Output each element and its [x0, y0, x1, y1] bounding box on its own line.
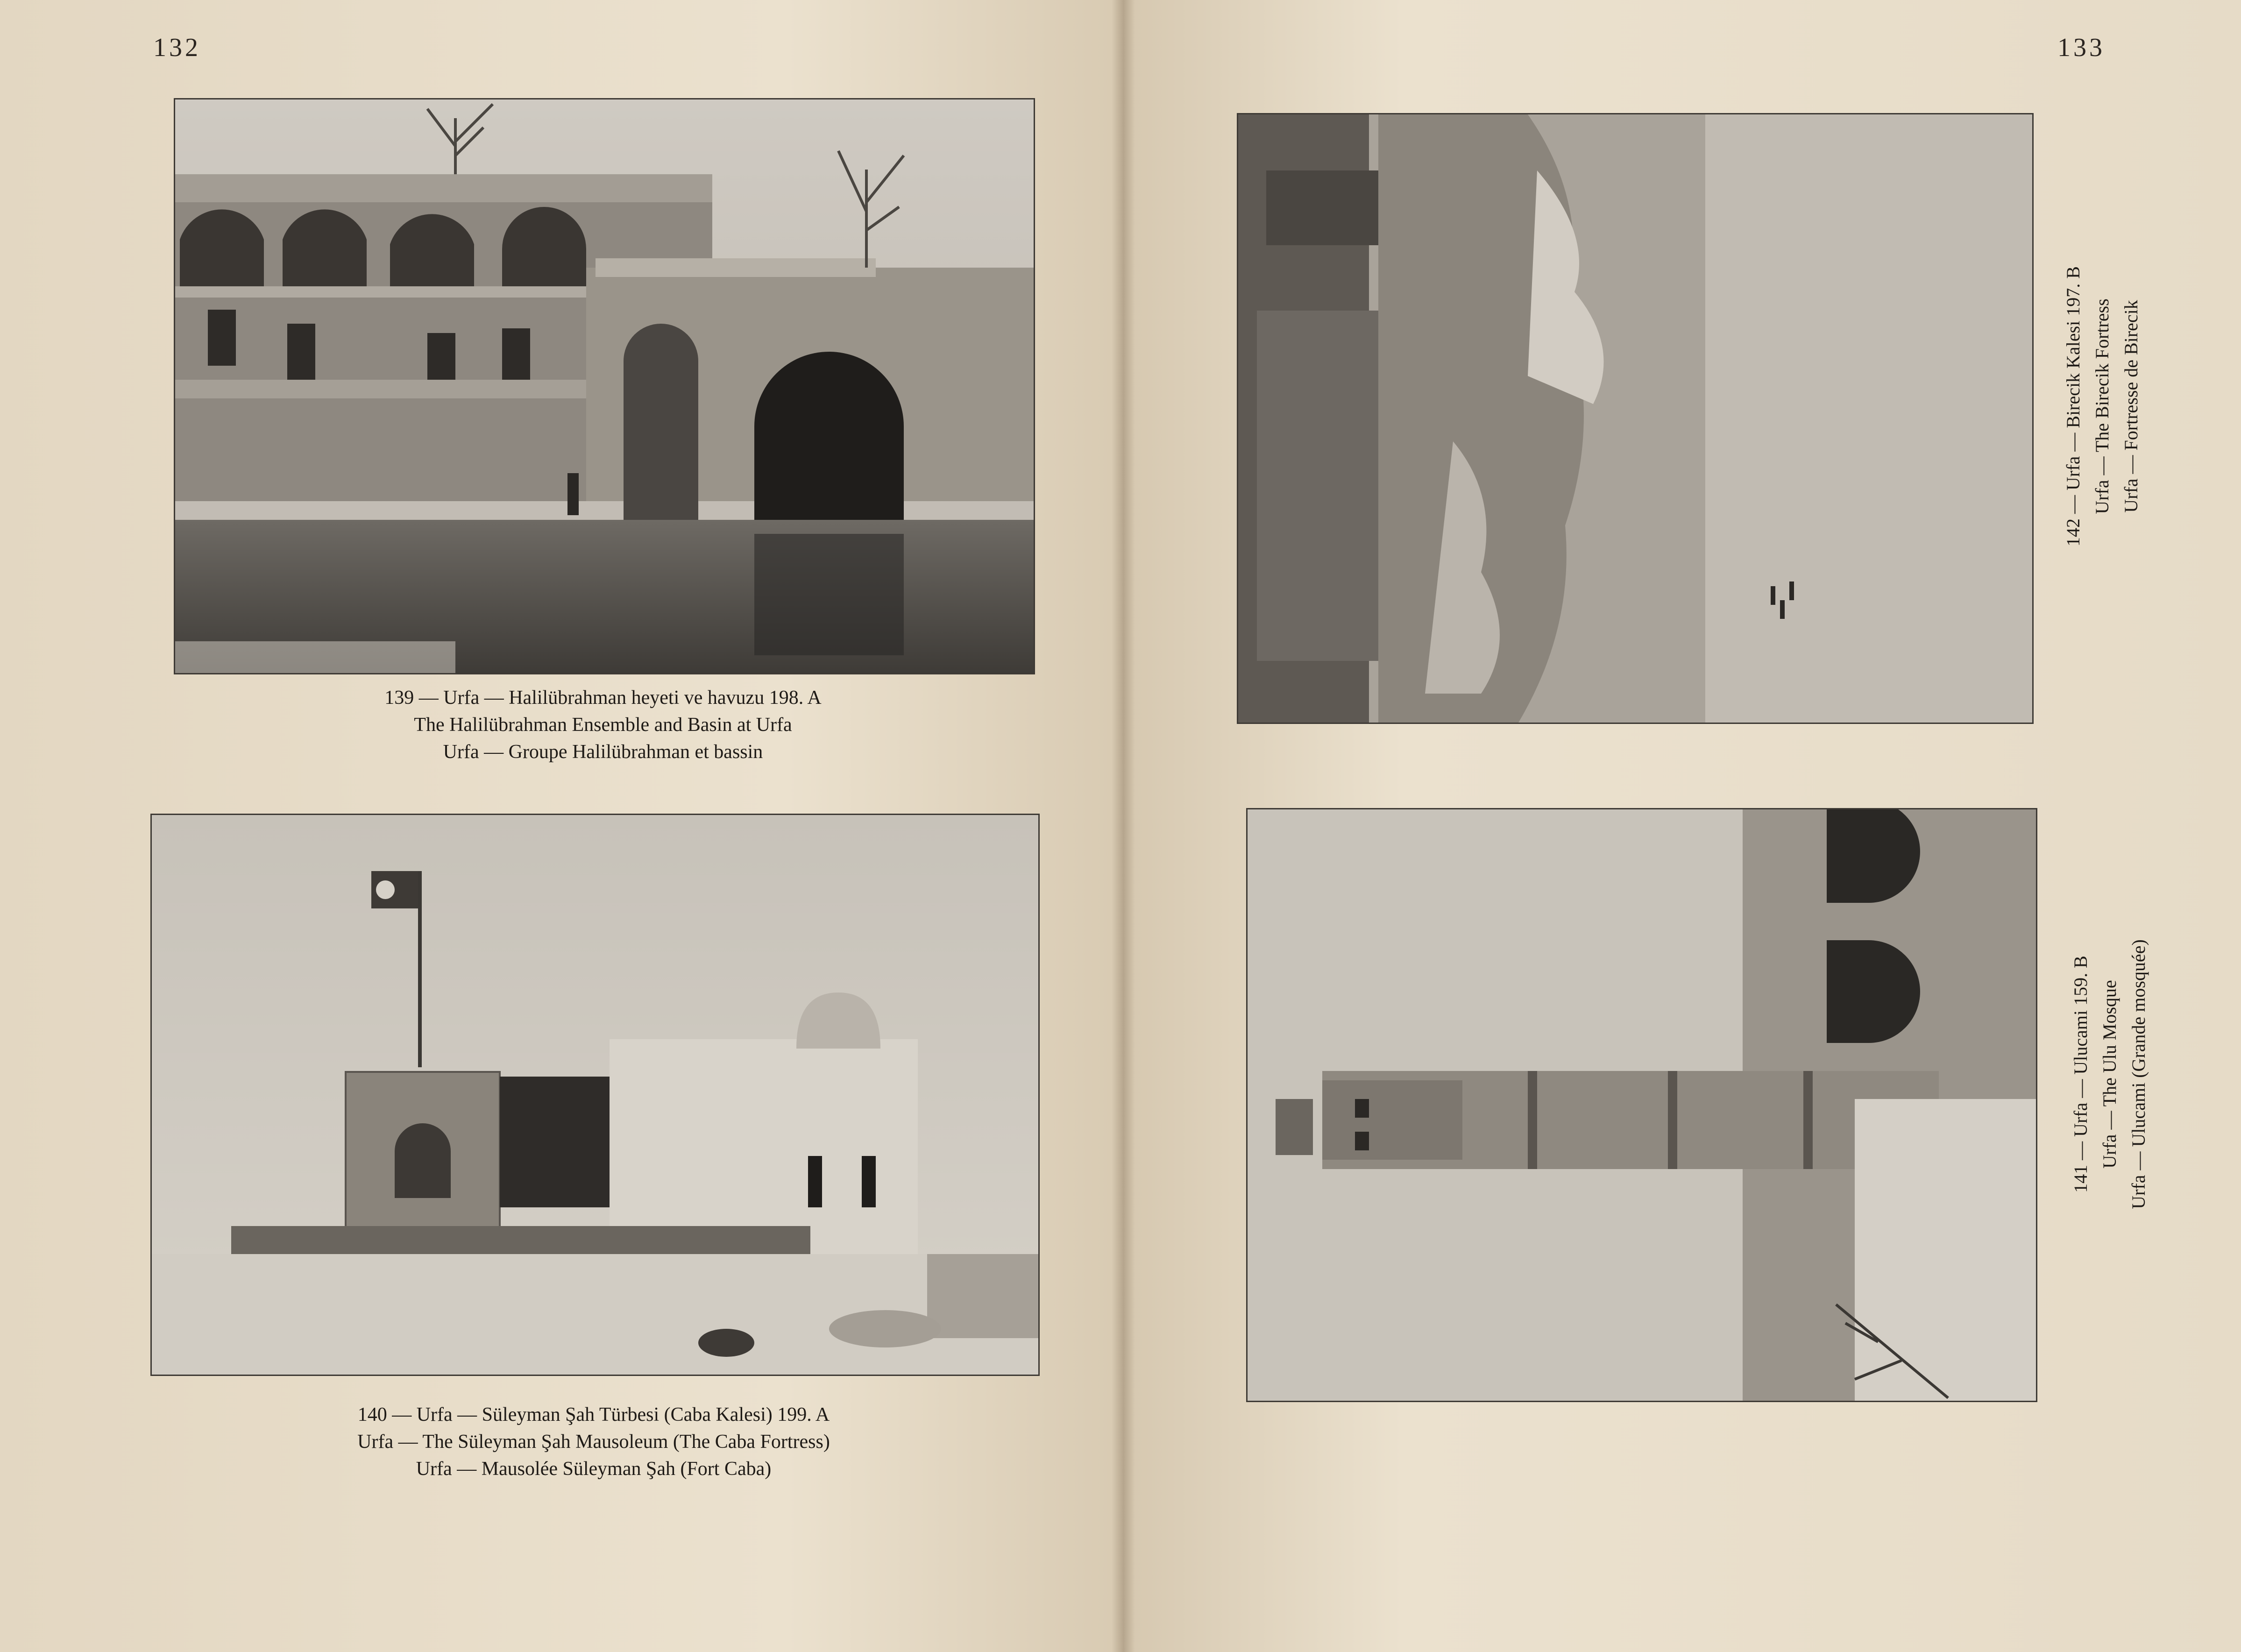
- photo-suleyman-sah-mausoleum: [150, 814, 1040, 1376]
- caption-line: The Halilübrahman Ensemble and Basin at Urfa: [414, 714, 792, 736]
- caption-line: 140 — Urfa — Süleyman Şah Türbesi (Caba Kalesi) 199. A: [357, 1404, 830, 1425]
- caption-fig-142: [2059, 210, 2146, 603]
- caption-line: Urfa — The Ulu Mosque: [2099, 980, 2120, 1169]
- photo-ulu-mosque-minaret: [1246, 808, 2037, 1402]
- caption-line: 139 — Urfa — Halilübrahman heyeti ve havuzu 198. A: [384, 687, 822, 709]
- caption-fig-139: [174, 684, 1032, 766]
- caption-line: Urfa — Ulucami (Grande mosquée): [2128, 939, 2149, 1209]
- photo-halilubrahman-basin: [174, 98, 1035, 674]
- caption-line: Urfa — The Birecik Fortress: [2092, 298, 2113, 514]
- photo-birecik-fortress: [1237, 113, 2034, 724]
- caption-line: 142 — Urfa — Birecik Kalesi 197. B: [2063, 266, 2084, 546]
- page-number-left: 132: [153, 33, 201, 62]
- caption-line: Urfa — Mausolée Süleyman Şah (Fort Caba): [416, 1458, 772, 1480]
- caption-line: 141 — Urfa — Ulucami 159. B: [2070, 956, 2091, 1193]
- page-number-right: 133: [2057, 33, 2105, 62]
- book-gutter: [1112, 0, 1135, 1652]
- caption-line: Urfa — The Süleyman Şah Mausoleum (The Caba Fortress): [357, 1431, 830, 1453]
- caption-fig-140: [150, 1401, 1037, 1482]
- caption-fig-141: [2066, 892, 2153, 1256]
- caption-line: Urfa — Groupe Halilübrahman et bassin: [443, 741, 763, 763]
- caption-line: Urfa — Fortresse de Birecik: [2120, 300, 2142, 513]
